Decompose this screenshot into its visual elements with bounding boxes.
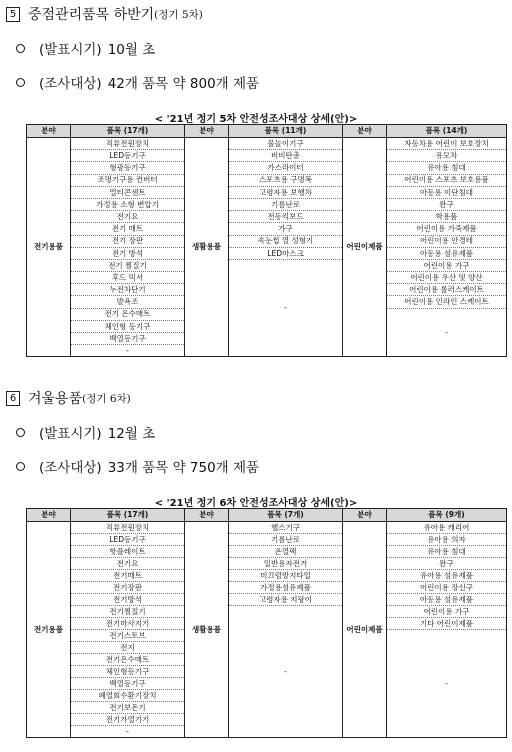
item-cell: 학용품 bbox=[387, 211, 507, 223]
item-cell: 물놀이기구 bbox=[229, 138, 343, 150]
section6-survey bbox=[16, 456, 259, 476]
column-header: 품목 (9개) bbox=[387, 509, 507, 522]
item-cell: 스포츠용 구명복 bbox=[229, 174, 343, 186]
survey-label: (조사대상) bbox=[39, 460, 102, 476]
item-cell: 고령자용 보행차 bbox=[229, 186, 343, 198]
announce-label: (발표시기) bbox=[39, 426, 102, 442]
item-cell: 폐열회수환기장치 bbox=[71, 690, 185, 702]
item-cell: 아동용 섬유제품 bbox=[387, 247, 507, 259]
item-cell: 유아용 의자 bbox=[387, 534, 507, 546]
category-cell: 어린이제품 bbox=[343, 138, 387, 357]
bullet-circle-icon bbox=[16, 78, 25, 87]
item-cell: 누전차단기 bbox=[71, 284, 185, 296]
table-row bbox=[27, 138, 507, 150]
item-cell: 조명기구용 컨버터 bbox=[71, 174, 185, 186]
item-cell: 비비탄총 bbox=[229, 150, 343, 162]
table-row bbox=[27, 259, 507, 271]
table-row bbox=[27, 546, 507, 558]
item-cell: 완구 bbox=[387, 558, 507, 570]
item-cell: LED마스크 bbox=[229, 247, 343, 259]
item-cell: 전동킥보드 bbox=[229, 211, 343, 223]
item-cell: 어린이용 스포츠 보호용품 bbox=[387, 174, 507, 186]
table-row bbox=[27, 522, 507, 534]
item-cell: 후드 믹서 bbox=[71, 272, 185, 284]
table-row bbox=[27, 594, 507, 606]
column-header: 품목 (17개) bbox=[71, 125, 185, 138]
item-cell: 어린이용 가구 bbox=[387, 606, 507, 618]
item-cell: 속눈썹 열 성형기 bbox=[229, 235, 343, 247]
table-row bbox=[27, 247, 507, 259]
category-cell: 생활용품 bbox=[185, 138, 229, 357]
table-row bbox=[27, 570, 507, 582]
column-header: 품목 (11개) bbox=[229, 125, 343, 138]
table-row bbox=[27, 235, 507, 247]
section6-title-note: (정기 6차) bbox=[82, 392, 131, 405]
empty-item-cell: - bbox=[71, 345, 185, 357]
survey-label: (조사대상) bbox=[39, 76, 102, 92]
section5-number: 5 bbox=[6, 7, 20, 22]
item-cell: 어린이용 가죽제품 bbox=[387, 223, 507, 235]
announce-value: 10월 초 bbox=[107, 42, 156, 58]
item-cell: 아동용 섬유제품 bbox=[387, 594, 507, 606]
item-cell: 기타 어린이제품 bbox=[387, 618, 507, 630]
empty-item-cell: - bbox=[229, 259, 343, 357]
table-row bbox=[27, 162, 507, 174]
section5-survey bbox=[16, 72, 259, 92]
item-cell: 기름난로 bbox=[229, 534, 343, 546]
section6-title: 겨울용품 bbox=[28, 391, 83, 407]
table-row bbox=[27, 174, 507, 186]
item-cell: 전기 장판 bbox=[71, 235, 185, 247]
section5-heading bbox=[6, 4, 203, 24]
item-cell: 전기방석 bbox=[71, 594, 185, 606]
item-cell: 온열팩 bbox=[229, 546, 343, 558]
empty-item-cell: - bbox=[387, 630, 507, 738]
item-cell: 전기 온수매트 bbox=[71, 308, 185, 320]
item-cell: 미끄럼방지타일 bbox=[229, 570, 343, 582]
empty-item-cell: - bbox=[71, 726, 185, 738]
announce-label: (발표시기) bbox=[39, 42, 102, 58]
column-header: 품목 (14개) bbox=[387, 125, 507, 138]
table-row bbox=[27, 534, 507, 546]
section5-table-caption: < '21년 정기 5차 안전성조사대상 상세(안)> bbox=[154, 114, 358, 125]
item-cell: 백열등기구 bbox=[71, 678, 185, 690]
section6-table-caption: < '21년 정기 6차 안전성조사대상 상세(안)> bbox=[154, 498, 358, 509]
item-cell: 전기마사지기 bbox=[71, 618, 185, 630]
category-cell: 전기용품 bbox=[27, 138, 71, 357]
item-cell: 가구 bbox=[229, 223, 343, 235]
column-header: 분야 bbox=[185, 125, 229, 138]
item-cell: 어린이용 인라인 스케이트 bbox=[387, 296, 507, 308]
table-row bbox=[27, 558, 507, 570]
item-cell: 전기가열기기 bbox=[71, 714, 185, 726]
item-cell: 일반용자전거 bbox=[229, 558, 343, 570]
item-cell: 기름난로 bbox=[229, 198, 343, 210]
item-cell: 고령자용 지팡이 bbox=[229, 594, 343, 606]
column-header: 분야 bbox=[185, 509, 229, 522]
section6-announce bbox=[16, 422, 155, 442]
section6-number: 6 bbox=[6, 391, 20, 406]
item-cell: 전기온수매트 bbox=[71, 654, 185, 666]
item-cell: 어린이용 롤러스케이트 bbox=[387, 284, 507, 296]
item-cell: 전기스토브 bbox=[71, 630, 185, 642]
item-cell: 유모차 bbox=[387, 150, 507, 162]
empty-item-cell: - bbox=[229, 606, 343, 738]
item-cell: LED등기구 bbox=[71, 150, 185, 162]
category-cell: 어린이제품 bbox=[343, 522, 387, 738]
item-cell: 어린이용 장신구 bbox=[387, 582, 507, 594]
item-cell: 완구 bbox=[387, 198, 507, 210]
item-cell: 체인형등기구 bbox=[71, 666, 185, 678]
item-cell: 유아용 침대 bbox=[387, 546, 507, 558]
item-cell: 백열등기구 bbox=[71, 333, 185, 345]
item-cell: 유아용 섬유제품 bbox=[387, 570, 507, 582]
column-header: 품목 (17개) bbox=[71, 509, 185, 522]
table-row bbox=[27, 223, 507, 235]
survey-value: 42개 품목 약 800개 제품 bbox=[107, 76, 260, 92]
item-cell: 어린이용 안경테 bbox=[387, 235, 507, 247]
item-cell: 전기보온기 bbox=[71, 702, 185, 714]
section6-heading bbox=[6, 388, 131, 408]
survey-value: 33개 품목 약 750개 제품 bbox=[107, 460, 260, 476]
bullet-circle-icon bbox=[16, 428, 25, 437]
item-cell: 전기장판 bbox=[71, 582, 185, 594]
item-cell: 아동용 이단침대 bbox=[387, 186, 507, 198]
table-row bbox=[27, 211, 507, 223]
category-cell: 전기용품 bbox=[27, 522, 71, 738]
item-cell: 어린이용 우산 및 양산 bbox=[387, 272, 507, 284]
item-cell: 유아용 침대 bbox=[387, 162, 507, 174]
item-cell: 전기찜질기 bbox=[71, 606, 185, 618]
item-cell: 형광등기구 bbox=[71, 162, 185, 174]
item-cell: 발욕조 bbox=[71, 296, 185, 308]
table-row bbox=[27, 150, 507, 162]
item-cell: LED등기구 bbox=[71, 534, 185, 546]
column-header: 분야 bbox=[343, 509, 387, 522]
section6-table bbox=[26, 508, 507, 738]
table-row bbox=[27, 198, 507, 210]
category-cell: 생활용품 bbox=[185, 522, 229, 738]
item-cell: 유아용 캐리어 bbox=[387, 522, 507, 534]
item-cell: 전기 매트 bbox=[71, 223, 185, 235]
column-header: 품목 (7개) bbox=[229, 509, 343, 522]
item-cell: 가스라이터 bbox=[229, 162, 343, 174]
column-header: 분야 bbox=[27, 125, 71, 138]
column-header: 분야 bbox=[27, 509, 71, 522]
item-cell: 전기 방석 bbox=[71, 247, 185, 259]
item-cell: 자동차용 어린이 보호장치 bbox=[387, 138, 507, 150]
table-row bbox=[27, 582, 507, 594]
item-cell: 체인형 등기구 bbox=[71, 320, 185, 332]
item-cell: 전기매트 bbox=[71, 570, 185, 582]
empty-item-cell: - bbox=[387, 308, 507, 357]
section5-table bbox=[26, 124, 507, 357]
bullet-circle-icon bbox=[16, 462, 25, 471]
section5-title: 중점관리품목 하반기 bbox=[28, 7, 155, 23]
item-cell: 전기요 bbox=[71, 558, 185, 570]
item-cell: 전기 찜질기 bbox=[71, 259, 185, 271]
bullet-circle-icon bbox=[16, 44, 25, 53]
item-cell: 헬스기구 bbox=[229, 522, 343, 534]
item-cell: 전지 bbox=[71, 642, 185, 654]
item-cell: 직류전원장치 bbox=[71, 522, 185, 534]
item-cell: 핫플레이트 bbox=[71, 546, 185, 558]
item-cell: 가정용 소형 변압기 bbox=[71, 198, 185, 210]
table-row bbox=[27, 186, 507, 198]
table-row bbox=[27, 606, 507, 618]
section5-title-note: (정기 5차) bbox=[154, 8, 203, 21]
item-cell: 멀티콘센트 bbox=[71, 186, 185, 198]
item-cell: 전기요 bbox=[71, 211, 185, 223]
item-cell: 어린이용 가구 bbox=[387, 259, 507, 271]
item-cell: 가정용섬유제품 bbox=[229, 582, 343, 594]
announce-value: 12월 초 bbox=[107, 426, 156, 442]
column-header: 분야 bbox=[343, 125, 387, 138]
section5-announce bbox=[16, 38, 155, 58]
item-cell: 직류전원장치 bbox=[71, 138, 185, 150]
